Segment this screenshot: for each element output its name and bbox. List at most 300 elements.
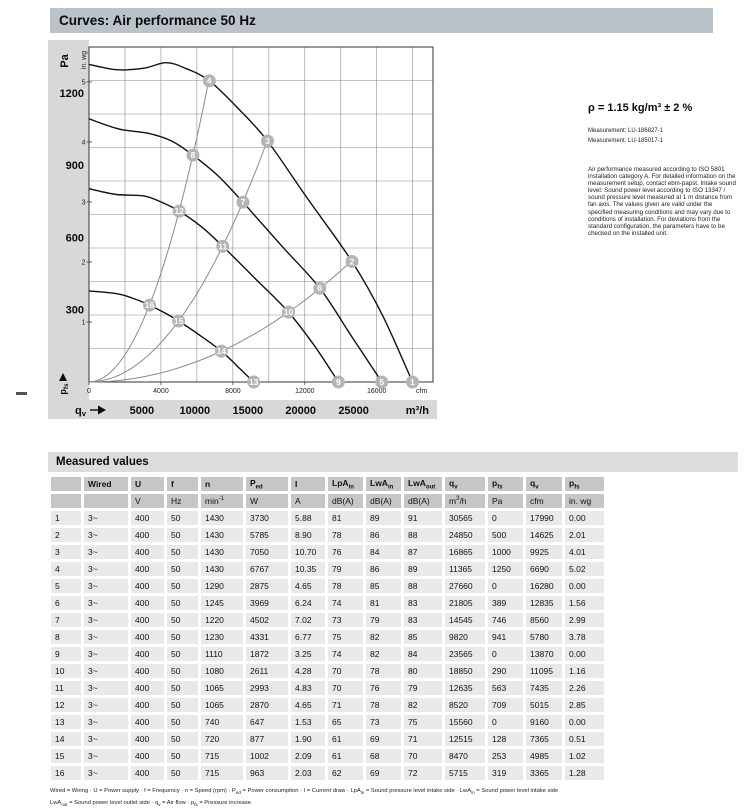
table-row — [51, 562, 604, 576]
table-cell: 81 — [328, 511, 363, 525]
page-margin-mark — [16, 392, 27, 395]
table-cell: 3~ — [84, 596, 128, 610]
table-cell: 1000 — [488, 545, 523, 559]
unit-header: dB(A) — [328, 494, 363, 508]
table-cell: 4.83 — [291, 681, 325, 695]
table-row — [51, 477, 604, 491]
table-cell: 2.99 — [565, 613, 604, 627]
column-header: U — [131, 477, 164, 491]
table-cell: 1220 — [201, 613, 243, 627]
measured-values-title: Measured values — [56, 456, 149, 468]
table-cell: 290 — [488, 664, 523, 678]
inwg-axis-label: in. wg — [81, 50, 88, 70]
table-cell: 400 — [131, 647, 164, 661]
table-cell: 65 — [328, 715, 363, 729]
table-cell: 2.26 — [565, 681, 604, 695]
table-cell: 5 — [51, 579, 81, 593]
table-cell: 0 — [488, 579, 523, 593]
table-cell: 1430 — [201, 528, 243, 542]
table-cell: 1065 — [201, 681, 243, 695]
table-cell: 11365 — [445, 562, 485, 576]
table-cell: 7435 — [526, 681, 562, 695]
table-cell: 84 — [366, 545, 401, 559]
table-cell: 71 — [328, 698, 363, 712]
table-cell: 73 — [366, 715, 401, 729]
table-cell: 2993 — [246, 681, 288, 695]
cfm-tick-label: 16000 — [366, 388, 387, 395]
table-row — [51, 715, 604, 729]
table-cell: 3~ — [84, 664, 128, 678]
table-cell: 12515 — [445, 732, 485, 746]
table-footnote-line-1: Wired = Wiring · U = Power supply · f = Frequency · n = Speed $(rpm) \cdot P_{ed}$ = Power consumption · I = Current draw · LpA$_{in}$ = Sound pressure level intake side · LwA$_{in}$ = Sound power level intake side — [50, 788, 559, 796]
table-cell: 1.53 — [291, 715, 325, 729]
table-cell: 3~ — [84, 579, 128, 593]
table-cell: 0.00 — [565, 715, 604, 729]
table-cell: 4.28 — [291, 664, 325, 678]
table-cell: 941 — [488, 630, 523, 644]
table-cell: 2.01 — [565, 528, 604, 542]
table-cell: 10 — [51, 664, 81, 678]
table-cell: 9160 — [526, 715, 562, 729]
table-cell: 14 — [51, 732, 81, 746]
table-cell: 720 — [201, 732, 243, 746]
table-cell: 85 — [366, 579, 401, 593]
table-cell: 76 — [366, 681, 401, 695]
table-cell: 400 — [131, 698, 164, 712]
table-cell: 68 — [366, 749, 401, 763]
table-cell: 1.56 — [565, 596, 604, 610]
m3h-tick-label: 20000 — [285, 405, 316, 417]
table-cell: 72 — [404, 766, 442, 780]
table-cell: 400 — [131, 528, 164, 542]
table-row — [51, 630, 604, 644]
table-row — [51, 545, 604, 559]
table-cell: 1430 — [201, 511, 243, 525]
table-cell: 85 — [404, 630, 442, 644]
table-cell: 4331 — [246, 630, 288, 644]
table-cell: 3~ — [84, 732, 128, 746]
table-cell: 86 — [366, 562, 401, 576]
inwg-tick-label: 2 — [81, 259, 86, 267]
qv-axis-label: qv — [75, 405, 87, 418]
table-cell: 83 — [404, 613, 442, 627]
table-cell: 88 — [404, 579, 442, 593]
operating-point-number: 1 — [410, 377, 415, 387]
table-cell: 14625 — [526, 528, 562, 542]
table-cell: 6.24 — [291, 596, 325, 610]
unit-header: Hz — [167, 494, 198, 508]
table-cell: 0 — [488, 715, 523, 729]
table-cell: 4 — [51, 562, 81, 576]
table-cell: 9925 — [526, 545, 562, 559]
table-cell: 4.01 — [565, 545, 604, 559]
table-cell: 15 — [51, 749, 81, 763]
table-cell: 4.65 — [291, 579, 325, 593]
operating-point-number: 16 — [144, 300, 155, 311]
unit-header: dB(A) — [366, 494, 401, 508]
table-cell: 1.02 — [565, 749, 604, 763]
table-cell: 50 — [167, 664, 198, 678]
pa-tick-label: 1200 — [59, 87, 84, 100]
m3h-unit-label: m³/h — [405, 405, 429, 417]
curves-section-title: Curves: Air performance 50 Hz — [59, 13, 256, 28]
table-cell: 50 — [167, 511, 198, 525]
table-cell: 23565 — [445, 647, 485, 661]
table-cell: 400 — [131, 749, 164, 763]
table-cell: 50 — [167, 545, 198, 559]
table-cell: 2 — [51, 528, 81, 542]
table-cell: 61 — [328, 732, 363, 746]
table-cell: 3~ — [84, 698, 128, 712]
table-cell: 1.28 — [565, 766, 604, 780]
table-cell: 82 — [366, 630, 401, 644]
table-cell: 5780 — [526, 630, 562, 644]
unit-header: $m^3/h$ — [445, 494, 485, 508]
table-cell: 8520 — [445, 698, 485, 712]
unit-header: A — [291, 494, 325, 508]
table-cell: 76 — [328, 545, 363, 559]
table-cell: 70 — [404, 749, 442, 763]
table-cell: 62 — [328, 766, 363, 780]
table-cell: 877 — [246, 732, 288, 746]
table-cell: 3.25 — [291, 647, 325, 661]
table-cell: 30565 — [445, 511, 485, 525]
unit-header: W — [246, 494, 288, 508]
table-row — [51, 732, 604, 746]
table-cell: 400 — [131, 766, 164, 780]
table-cell: 73 — [328, 613, 363, 627]
operating-point-number: 12 — [174, 206, 184, 217]
table-cell: 8.90 — [291, 528, 325, 542]
table-cell: 715 — [201, 766, 243, 780]
m3h-tick-label: 5000 — [129, 405, 155, 417]
table-cell: 82 — [404, 698, 442, 712]
column-header: n — [201, 477, 243, 491]
unit-header: dB(A) — [404, 494, 442, 508]
table-row — [51, 511, 604, 525]
table-cell: 50 — [167, 613, 198, 627]
table-cell: 13 — [51, 715, 81, 729]
table-row — [51, 749, 604, 763]
table-cell: 78 — [366, 698, 401, 712]
table-cell: 3~ — [84, 749, 128, 763]
table-cell: 75 — [404, 715, 442, 729]
table-cell: 0.00 — [565, 511, 604, 525]
measurement-description: Air performance measured according to ISO 5801 installation category A. For detailed information on the measurement setup, contact ebm-papst. Intake sound level: Sound power level according to ISO 13347 / sound pressure level measured at 1 m distance from fan axis. The values given are valid under the specified measuring conditions and may vary due to conditions of installation. For deviations from the standard configuration, the parameters have to be checked on the installed unit. — [588, 166, 736, 237]
table-cell: 69 — [366, 732, 401, 746]
table-cell: 3969 — [246, 596, 288, 610]
table-row — [51, 647, 604, 661]
table-cell: 1.16 — [565, 664, 604, 678]
cfm-tick-label: 0 — [87, 388, 91, 395]
table-row — [51, 664, 604, 678]
table-cell: 78 — [328, 579, 363, 593]
table-cell: 5785 — [246, 528, 288, 542]
table-cell: 389 — [488, 596, 523, 610]
table-cell: 13870 — [526, 647, 562, 661]
table-cell: 50 — [167, 562, 198, 576]
table-cell: 3.78 — [565, 630, 604, 644]
table-cell: 10.35 — [291, 562, 325, 576]
table-cell: 9 — [51, 647, 81, 661]
table-cell: 7050 — [246, 545, 288, 559]
table-cell: 400 — [131, 715, 164, 729]
column-header: $p_{fs}$ — [488, 477, 523, 491]
table-cell: 74 — [328, 596, 363, 610]
table-cell: 12835 — [526, 596, 562, 610]
table-cell: 16280 — [526, 579, 562, 593]
m3h-tick-label: 25000 — [338, 405, 369, 417]
table-cell: 9820 — [445, 630, 485, 644]
table-cell: 70 — [328, 664, 363, 678]
table-cell: 71 — [404, 732, 442, 746]
column-header — [51, 477, 81, 491]
table-cell: 1430 — [201, 562, 243, 576]
table-cell: 3~ — [84, 647, 128, 661]
table-cell: 50 — [167, 528, 198, 542]
table-cell: 2875 — [246, 579, 288, 593]
operating-point-number: 9 — [336, 377, 341, 387]
table-cell: 12635 — [445, 681, 485, 695]
table-cell: 647 — [246, 715, 288, 729]
table-cell: 6767 — [246, 562, 288, 576]
table-cell: 82 — [366, 647, 401, 661]
table-cell: 400 — [131, 511, 164, 525]
table-cell: 400 — [131, 596, 164, 610]
table-cell: 8560 — [526, 613, 562, 627]
table-cell: 18850 — [445, 664, 485, 678]
table-cell: 400 — [131, 613, 164, 627]
table-cell: 2.03 — [291, 766, 325, 780]
table-cell: 50 — [167, 715, 198, 729]
table-cell: 50 — [167, 630, 198, 644]
table-cell: 1250 — [488, 562, 523, 576]
table-cell: 16 — [51, 766, 81, 780]
table-cell: 79 — [328, 562, 363, 576]
inwg-tick-label: 5 — [81, 79, 86, 87]
column-header: LpA$_{in}$ — [328, 477, 363, 491]
column-header: $p_{fs}$ — [565, 477, 604, 491]
unit-header: cfm — [526, 494, 562, 508]
table-cell: 0.00 — [565, 579, 604, 593]
table-cell: 50 — [167, 596, 198, 610]
table-cell: 88 — [404, 528, 442, 542]
table-row — [51, 528, 604, 542]
inwg-tick-label: 3 — [81, 199, 86, 207]
pfs-axis-label: $p_{fs}$ — [58, 383, 70, 395]
table-cell: 1 — [51, 511, 81, 525]
table-cell: 5715 — [445, 766, 485, 780]
measurement-ref-1: Measurement: LU-186827-1 — [588, 128, 664, 134]
table-cell: 17990 — [526, 511, 562, 525]
table-row — [51, 494, 604, 508]
table-cell: 740 — [201, 715, 243, 729]
table-cell: 1245 — [201, 596, 243, 610]
column-header: $P_{ed}$ — [246, 477, 288, 491]
table-cell: 70 — [328, 681, 363, 695]
curves-section-header — [50, 8, 713, 33]
table-cell: 50 — [167, 647, 198, 661]
table-cell: 50 — [167, 579, 198, 593]
table-cell: 6.77 — [291, 630, 325, 644]
table-cell: 2.09 — [291, 749, 325, 763]
table-cell: 78 — [366, 664, 401, 678]
table-cell: 16865 — [445, 545, 485, 559]
table-cell: 1290 — [201, 579, 243, 593]
table-cell: 3~ — [84, 528, 128, 542]
pa-tick-label: 300 — [65, 304, 84, 317]
operating-point-number: 6 — [317, 283, 323, 294]
table-cell: 2870 — [246, 698, 288, 712]
table-cell: 50 — [167, 732, 198, 746]
table-cell: 963 — [246, 766, 288, 780]
operating-point-number: 3 — [265, 135, 270, 146]
table-cell: 50 — [167, 681, 198, 695]
table-cell: 61 — [328, 749, 363, 763]
table-row — [51, 613, 604, 627]
table-cell: 128 — [488, 732, 523, 746]
column-header: LwA$_{in}$ — [366, 477, 401, 491]
table-cell: 319 — [488, 766, 523, 780]
measured-values-table-wrap — [48, 474, 607, 783]
operating-point-number: 2 — [349, 256, 355, 267]
table-cell: 7 — [51, 613, 81, 627]
table-cell: 3~ — [84, 766, 128, 780]
table-cell: 1110 — [201, 647, 243, 661]
table-cell: 11 — [51, 681, 81, 695]
operating-point-number: 8 — [190, 150, 196, 161]
table-cell: 4985 — [526, 749, 562, 763]
measurement-ref-2: Measurement: LU-185017-1 — [588, 137, 664, 144]
air-density-note: ρ = 1.15 kg/m³ ± 2 % — [588, 102, 693, 114]
table-cell: 5015 — [526, 698, 562, 712]
table-cell: 21805 — [445, 596, 485, 610]
cfm-unit-label: cfm — [416, 388, 428, 395]
table-cell: 24850 — [445, 528, 485, 542]
pa-tick-label: 900 — [65, 160, 84, 173]
table-cell: 79 — [404, 681, 442, 695]
air-performance-chart-area — [48, 40, 437, 432]
column-header: I — [291, 477, 325, 491]
operating-point-number: 11 — [218, 241, 228, 252]
operating-point-number: 10 — [283, 307, 294, 318]
table-cell: 500 — [488, 528, 523, 542]
table-cell: 7365 — [526, 732, 562, 746]
measured-values-table — [48, 474, 607, 783]
table-row — [51, 681, 604, 695]
column-header: $q_v$ — [526, 477, 562, 491]
table-cell: 1065 — [201, 698, 243, 712]
table-cell: 1430 — [201, 545, 243, 559]
operating-point-number: 7 — [240, 197, 246, 208]
table-cell: 84 — [404, 647, 442, 661]
table-cell: 3 — [51, 545, 81, 559]
unit-header: V — [131, 494, 164, 508]
unit-header: Pa — [488, 494, 523, 508]
table-cell: 89 — [366, 511, 401, 525]
table-cell: 91 — [404, 511, 442, 525]
table-cell: 563 — [488, 681, 523, 695]
table-cell: 1002 — [246, 749, 288, 763]
column-header: LwA$_{out}$ — [404, 477, 442, 491]
table-cell: 1872 — [246, 647, 288, 661]
m3h-tick-label: 15000 — [232, 405, 264, 417]
cfm-tick-label: 4000 — [153, 388, 169, 395]
table-cell: 10.70 — [291, 545, 325, 559]
pa-axis-label: Pa — [59, 54, 71, 68]
table-cell: 3~ — [84, 511, 128, 525]
cfm-tick-label: 12000 — [295, 388, 315, 395]
table-cell: 709 — [488, 698, 523, 712]
table-cell: 715 — [201, 749, 243, 763]
table-row — [51, 698, 604, 712]
table-cell: 400 — [131, 562, 164, 576]
table-row — [51, 766, 604, 780]
table-cell: 1230 — [201, 630, 243, 644]
table-cell: 89 — [404, 562, 442, 576]
table-cell: 400 — [131, 664, 164, 678]
table-cell: 86 — [366, 528, 401, 542]
pa-tick-label: 600 — [65, 232, 84, 245]
table-cell: 6 — [51, 596, 81, 610]
table-cell: 50 — [167, 766, 198, 780]
table-cell: 8470 — [445, 749, 485, 763]
table-cell: 11095 — [526, 664, 562, 678]
column-header: Wired — [84, 477, 128, 491]
table-cell: 3~ — [84, 545, 128, 559]
table-row — [51, 596, 604, 610]
operating-point-number: 15 — [173, 316, 184, 327]
table-cell: 400 — [131, 681, 164, 695]
table-cell: 83 — [404, 596, 442, 610]
column-header: $q_v$ — [445, 477, 485, 491]
table-cell: 78 — [328, 528, 363, 542]
table-cell: 6690 — [526, 562, 562, 576]
table-cell: 74 — [328, 647, 363, 661]
table-cell: 27660 — [445, 579, 485, 593]
operating-point-number: 5 — [379, 377, 385, 387]
table-cell: 253 — [488, 749, 523, 763]
table-cell: 3~ — [84, 681, 128, 695]
table-cell: 87 — [404, 545, 442, 559]
operating-point-number: 4 — [206, 75, 212, 86]
table-cell: 400 — [131, 579, 164, 593]
table-cell: 5.88 — [291, 511, 325, 525]
table-cell: 69 — [366, 766, 401, 780]
table-cell: 4502 — [246, 613, 288, 627]
table-cell: 3~ — [84, 630, 128, 644]
table-cell: 3~ — [84, 613, 128, 627]
table-cell: 14545 — [445, 613, 485, 627]
table-cell: 81 — [366, 596, 401, 610]
operating-point-number: 14 — [216, 346, 227, 357]
measurement-references — [588, 127, 738, 146]
table-cell: 1.90 — [291, 732, 325, 746]
unit-header — [51, 494, 81, 508]
column-header: f — [167, 477, 198, 491]
inwg-tick-label: 1 — [81, 319, 86, 327]
table-cell: 75 — [328, 630, 363, 644]
operating-point-number: 13 — [248, 377, 259, 387]
table-cell: 3~ — [84, 715, 128, 729]
table-cell: 400 — [131, 732, 164, 746]
table-cell: 8 — [51, 630, 81, 644]
table-cell: 50 — [167, 698, 198, 712]
table-cell: 15560 — [445, 715, 485, 729]
table-cell: 746 — [488, 613, 523, 627]
table-cell: 2.85 — [565, 698, 604, 712]
table-cell: 0 — [488, 511, 523, 525]
